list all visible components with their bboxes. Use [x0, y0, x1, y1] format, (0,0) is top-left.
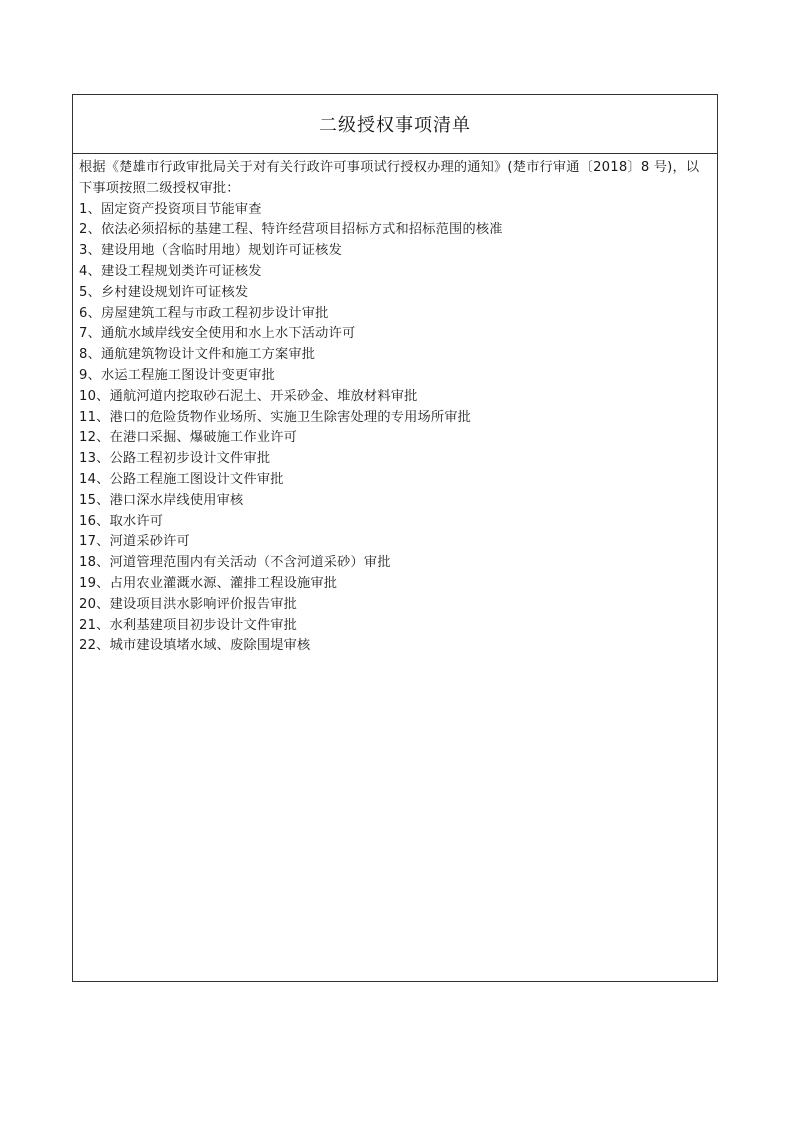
- list-item: 6、房屋建筑工程与市政工程初步设计审批: [79, 305, 329, 321]
- list-item: 9、水运工程施工图设计变更审批: [79, 367, 276, 383]
- page-title: 二级授权事项清单: [319, 115, 471, 136]
- list-item: 5、乡村建设规划许可证核发: [79, 284, 249, 300]
- list-item: 4、建设工程规划类许可证核发: [79, 263, 262, 279]
- list-item: 21、水利基建项目初步设计文件审批: [79, 617, 297, 633]
- list-item: 20、建设项目洪水影响评价报告审批: [79, 596, 297, 612]
- list-item: 18、河道管理范围内有关活动（不含河道采砂）审批: [79, 555, 391, 571]
- list-item: 16、取水许可: [79, 513, 164, 529]
- list-item: 2、依法必须招标的基建工程、特许经营项目招标方式和招标范围的核准: [79, 222, 503, 238]
- list-item: 7、通航水域岸线安全使用和水上水下活动许可: [79, 326, 356, 342]
- list-item: 1、固定资产投资项目节能审查: [79, 201, 262, 217]
- list-item: 15、港口深水岸线使用审核: [79, 492, 244, 508]
- list-item: 19、占用农业灌溉水源、灌排工程设施审批: [79, 575, 338, 591]
- intro-paragraph: 根据《楚雄市行政审批局关于对有关行政许可事项试行授权办理的通知》(楚市行审通〔2018〕8 号)，以下事项按照二级授权审批：: [79, 160, 700, 196]
- list-item: 11、港口的危险货物作业场所、实施卫生除害处理的专用场所审批: [79, 409, 472, 425]
- list-item: 3、建设用地（含临时用地）规划许可证核发: [79, 243, 342, 259]
- list-item: 8、通航建筑物设计文件和施工方案审批: [79, 347, 316, 363]
- content-cell: [73, 154, 717, 657]
- list-item: 13、公路工程初步设计文件审批: [79, 451, 271, 467]
- list-item: 10、通航河道内挖取砂石泥土、开采砂金、堆放材料审批: [79, 388, 418, 404]
- list-item: 12、在港口采掘、爆破施工作业许可: [79, 430, 297, 446]
- list-item: 22、城市建设填堵水域、废除围堤审核: [79, 638, 311, 654]
- title-row: [73, 95, 717, 154]
- list-item: 14、公路工程施工图设计文件审批: [79, 471, 284, 487]
- document-table: [72, 94, 718, 982]
- list-item: 17、河道采砂许可: [79, 534, 190, 550]
- item-list: [79, 200, 711, 658]
